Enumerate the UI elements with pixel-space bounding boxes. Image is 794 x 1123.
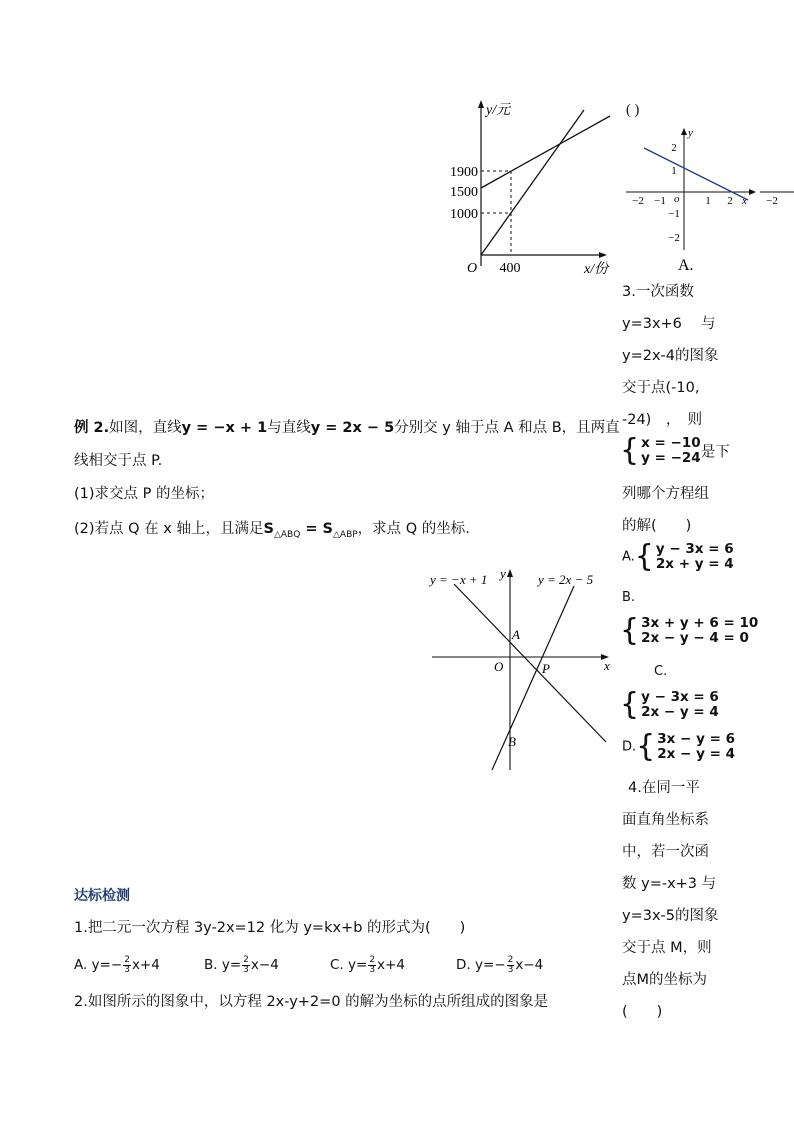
- axis-x-label: x: [604, 658, 610, 673]
- x-axis-label: x/份: [584, 262, 609, 277]
- cost-line-graph: [448, 96, 628, 282]
- example-2-line1: 例 2.如图，直线y = −x + 1与直线y = 2x − 5分别交 y 轴于点 A 和点 B，且两直: [74, 420, 620, 436]
- svg-text:1: 1: [671, 165, 677, 177]
- q1-option-d[interactable]: D. y=− $\frac{2}{3}$ x−4: [456, 954, 544, 975]
- axis-x-label: x: [742, 195, 747, 207]
- q3-brace: { x = −10 y = −24 是下: [620, 433, 730, 468]
- option-a[interactable]: A. { y − 3x = 6 2x + y = 4: [622, 539, 734, 574]
- test-q1: 1.把二元一次方程 3y-2x=12 化为 y=kx+b 的形式为( ): [74, 920, 466, 936]
- line-2x-minus-5: [492, 586, 574, 770]
- option-b[interactable]: { 3x + y + 6 = 10 2x − y − 4 = 0: [620, 613, 759, 648]
- option-c-label[interactable]: C.: [654, 664, 668, 679]
- example-2-q2: (2)若点 Q 在 x 轴上，且满足$S_{\triangle ABQ} = S_{\triangle ABP}$，求点 Q 的坐标.: [74, 521, 470, 540]
- svg-text:−1: −1: [668, 208, 680, 220]
- q1-option-a[interactable]: A. y=− $\frac{2}{3}$ x+4: [74, 954, 160, 975]
- label-line1: y = −x + 1: [430, 572, 488, 587]
- example-2-line2: 线相交于点 P.: [74, 453, 163, 469]
- svg-text:−2: −2: [766, 195, 778, 207]
- point-p-label: P: [542, 661, 550, 676]
- x-tick: 400: [499, 261, 521, 276]
- option-d[interactable]: D. { 3x − y = 6 2x − y = 4: [622, 729, 735, 764]
- option-c[interactable]: { y − 3x = 6 2x − y = 4: [620, 687, 719, 722]
- question-3: 3.一次函数 y=3x+6 与 y=2x-4的图象 交于点(-10, -24) ， 则: [622, 284, 719, 428]
- option-b-label[interactable]: B.: [622, 590, 636, 605]
- point-b-label: B: [508, 734, 516, 749]
- paren-top: ( ): [626, 102, 640, 118]
- line-minus-x-plus-1: [454, 584, 606, 742]
- question-4: 4.在同一平 面直角坐标系 中，若一次函 数 y=-x+3 与 y=3x-5的图象 交于点 M，则 点M的坐标为 ( ): [622, 780, 719, 1020]
- q1-option-c[interactable]: C. y= $\frac{2}{3}$ x+4: [330, 954, 405, 975]
- y-tick: 1000: [450, 207, 478, 222]
- svg-text:−2: −2: [632, 195, 644, 207]
- two-lines-graph: [426, 564, 618, 776]
- example-2-q1: (1)求交点 P 的坐标；: [74, 486, 215, 502]
- cost-line-steep: [481, 110, 584, 255]
- svg-text:−1: −1: [654, 195, 666, 207]
- origin-label: O: [494, 659, 504, 674]
- svg-text:1: 1: [705, 195, 711, 207]
- q3-tail: 列哪个方程组 的解( ): [622, 486, 709, 534]
- x-axis-arrow: [599, 252, 607, 258]
- label-line2: y = 2x − 5: [538, 572, 594, 587]
- y-axis-label: y/元: [486, 103, 511, 118]
- y-tick: 1900: [450, 165, 478, 180]
- svg-text:2: 2: [671, 142, 677, 154]
- point-a-label: A: [512, 627, 520, 642]
- q1-option-b[interactable]: B. y= $\frac{2}{3}$ x−4: [204, 954, 279, 975]
- cost-line-shallow: [481, 116, 610, 188]
- svg-text:−2: −2: [668, 232, 680, 244]
- test-q2: 2.如图所示的图象中，以方程 2x-y+2=0 的解为坐标的点所组成的图象是: [74, 994, 549, 1010]
- axis-y-label: y: [688, 127, 693, 139]
- svg-text:2: 2: [727, 195, 733, 207]
- test-heading: 达标检测: [74, 888, 130, 904]
- graph-option-a: [624, 124, 794, 274]
- origin-label: o: [674, 193, 680, 205]
- y-tick: 1500: [450, 185, 478, 200]
- graph-a-caption: A.: [678, 257, 694, 274]
- axis-y-label: y: [500, 566, 506, 581]
- origin-label: O: [467, 261, 478, 276]
- y-axis-arrow: [478, 100, 484, 108]
